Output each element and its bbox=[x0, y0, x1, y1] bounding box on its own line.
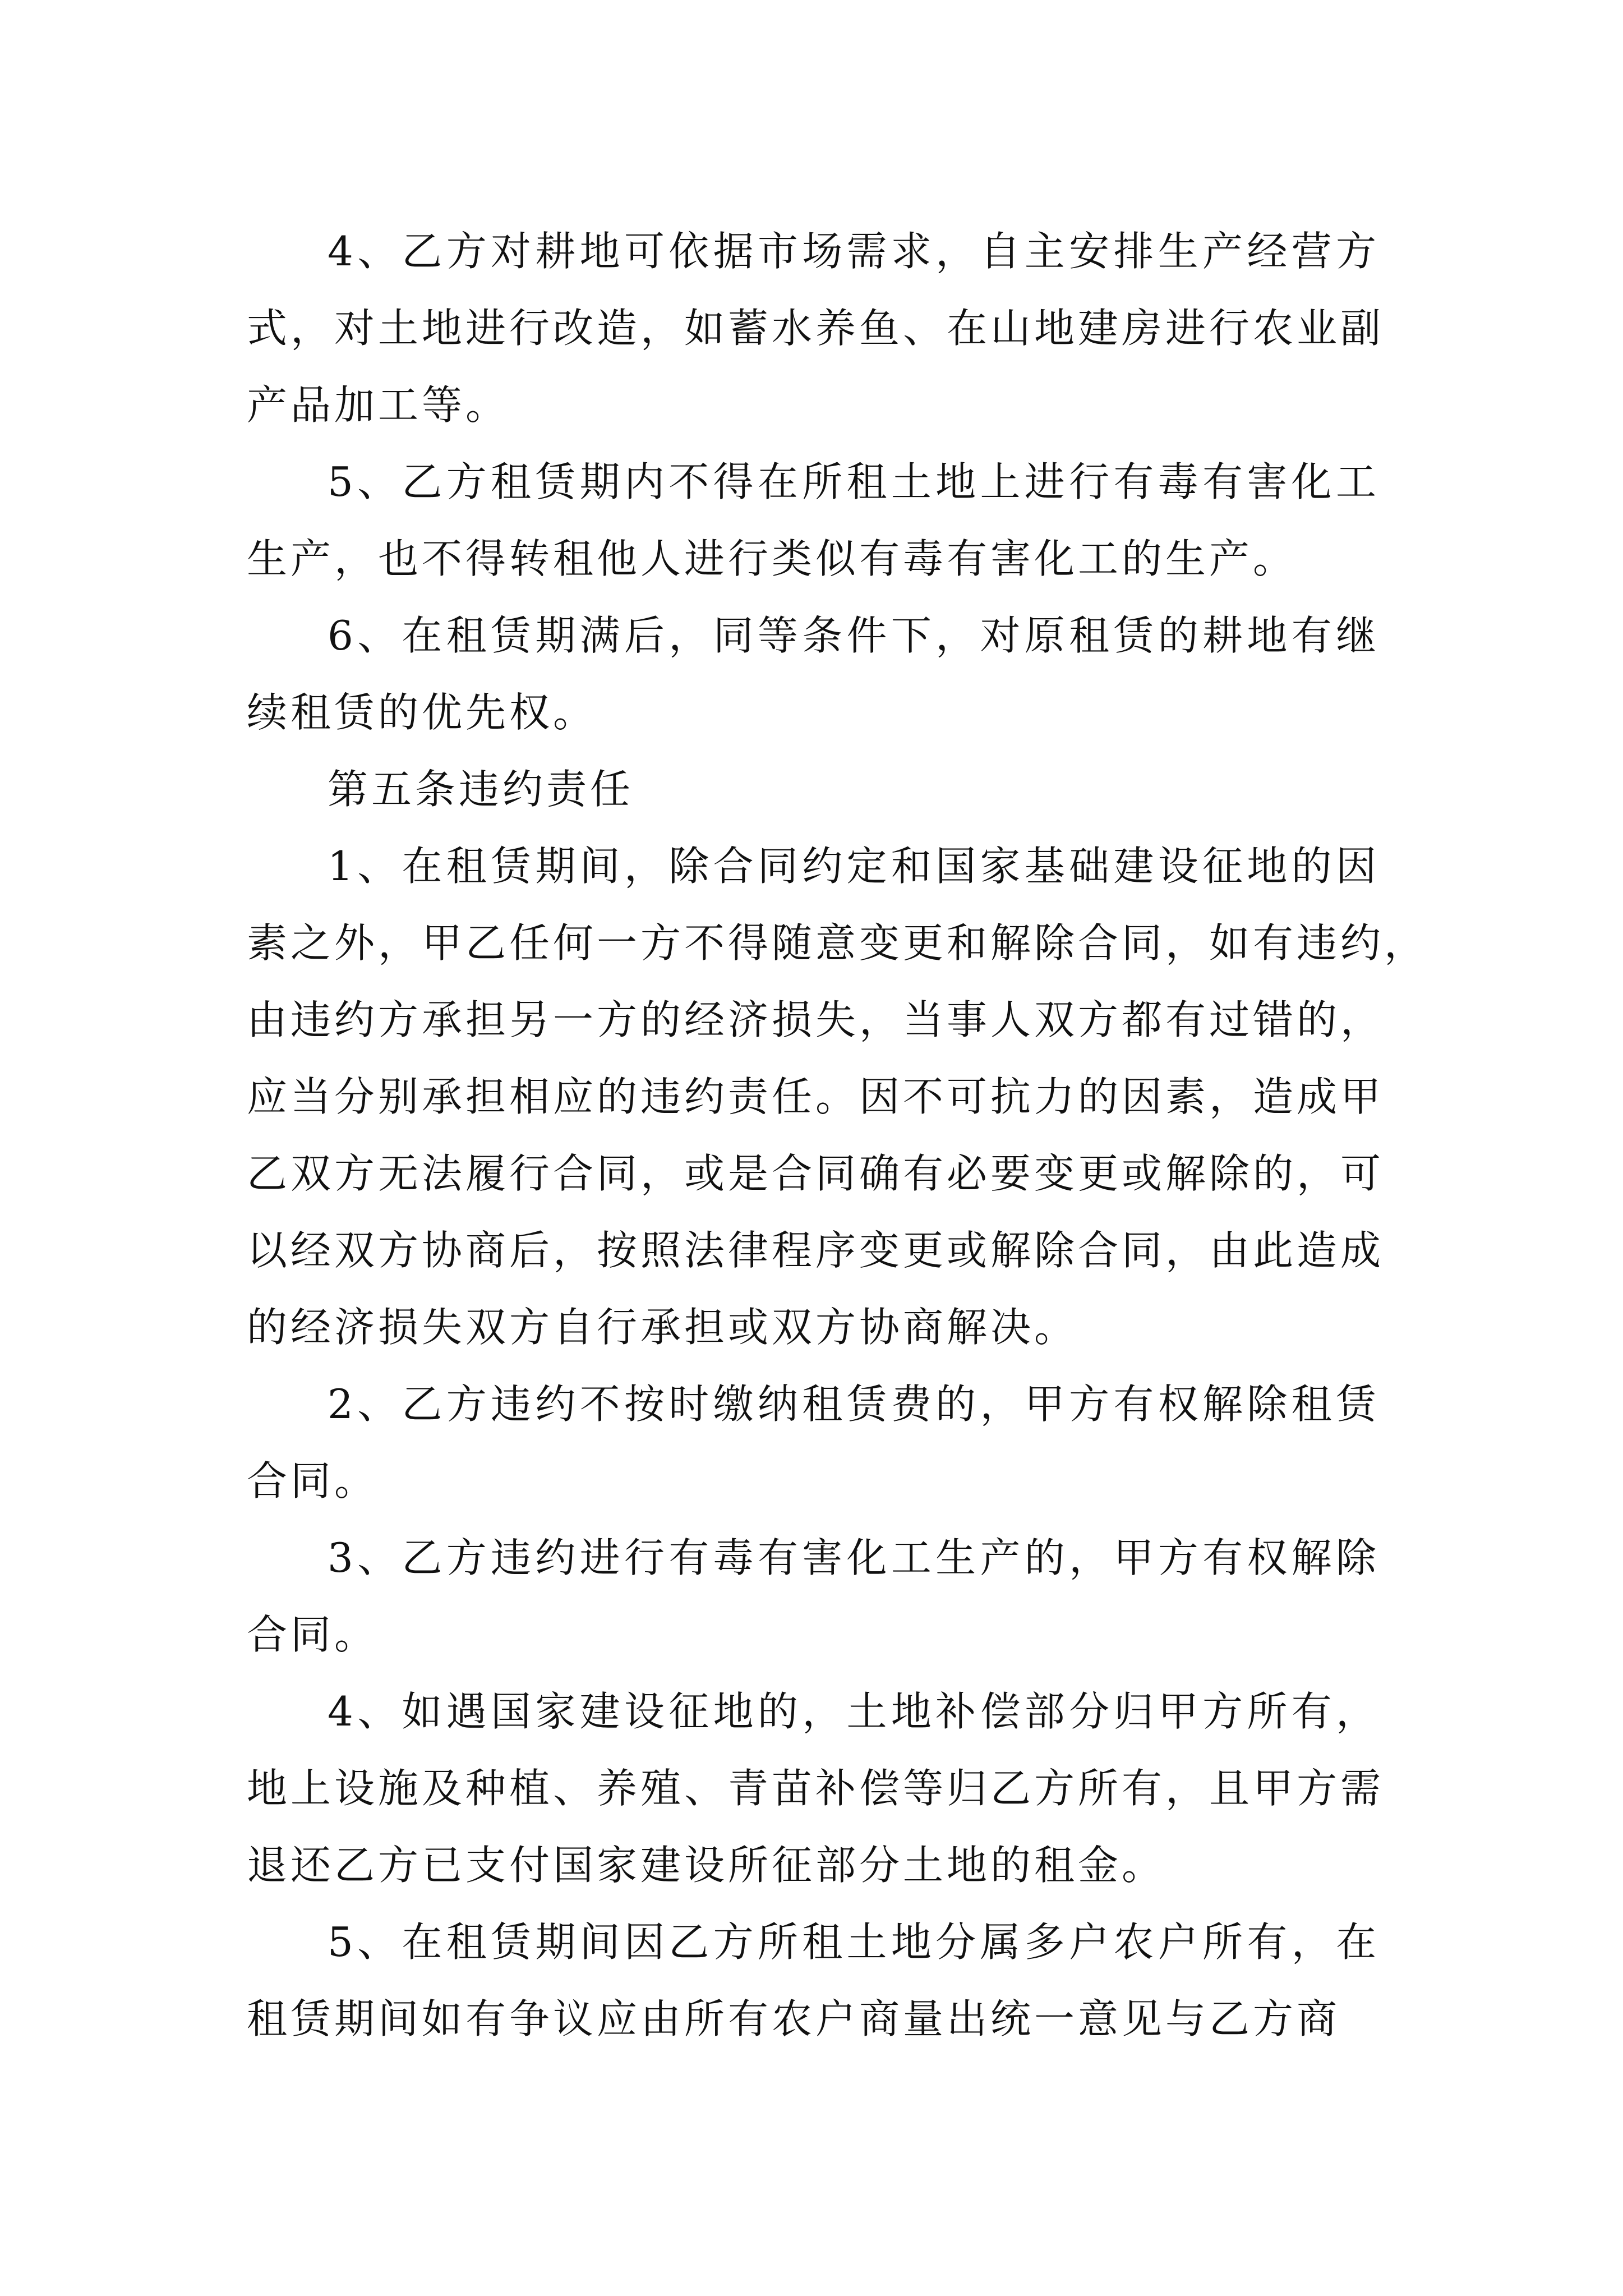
text-line: 2、乙方违约不按时缴纳租赁费的，甲方有权解除租赁 bbox=[328, 1381, 1380, 1428]
paragraph-clause-5-3 bbox=[247, 1520, 1380, 1673]
text-line: 6、在租赁期满后，同等条件下，对原租赁的耕地有继 bbox=[328, 612, 1380, 659]
paragraph-article-5-heading bbox=[247, 751, 1380, 828]
text-line: 由违约方承担另一方的经济损失，当事人双方都有过错的， bbox=[247, 996, 1385, 1043]
paragraph-clause-4-6 bbox=[247, 597, 1380, 751]
text-line: 1、在租赁期间，除合同约定和国家基础建设征地的因 bbox=[328, 843, 1380, 890]
paragraph-clause-5-1 bbox=[247, 828, 1428, 1366]
text-line: 第五条违约责任 bbox=[328, 766, 634, 813]
paragraph-clause-5-5 bbox=[247, 1904, 1380, 2058]
text-line: 续租赁的优先权。 bbox=[247, 689, 597, 736]
text-line: 租赁期间如有争议应由所有农户商量出统一意见与乙方商 bbox=[247, 1995, 1341, 2042]
text-line: 5、在租赁期间因乙方所租土地分属多户农户所有，在 bbox=[328, 1918, 1380, 1966]
paragraph-clause-5-2 bbox=[247, 1366, 1380, 1520]
paragraph-clause-4-4 bbox=[247, 213, 1385, 444]
text-line: 合同。 bbox=[247, 1611, 379, 1658]
text-line: 合同。 bbox=[247, 1457, 379, 1504]
text-line: 产品加工等。 bbox=[247, 381, 510, 429]
text-line: 5、乙方租赁期内不得在所租土地上进行有毒有害化工 bbox=[328, 458, 1380, 505]
text-line: 地上设施及种植、养殖、青苗补偿等归乙方所有，且甲方需 bbox=[247, 1765, 1385, 1812]
text-line: 素之外，甲乙任何一方不得随意变更和解除合同，如有违约， bbox=[247, 919, 1428, 967]
text-line: 式，对土地进行改造，如蓄水养鱼、在山地建房进行农业副 bbox=[247, 305, 1385, 352]
text-line: 4、乙方对耕地可依据市场需求，自主安排生产经营方 bbox=[328, 228, 1380, 275]
text-line: 4、如遇国家建设征地的，土地补偿部分归甲方所有， bbox=[328, 1688, 1380, 1735]
text-line: 退还乙方已支付国家建设所征部分土地的租金。 bbox=[247, 1842, 1166, 1889]
text-line: 的经济损失双方自行承担或双方协商解决。 bbox=[247, 1304, 1078, 1351]
text-line: 应当分别承担相应的违约责任。因不可抗力的因素，造成甲 bbox=[247, 1073, 1385, 1120]
text-line: 以经双方协商后，按照法律程序变更或解除合同，由此造成 bbox=[247, 1227, 1385, 1274]
text-line: 生产，也不得转租他人进行类似有毒有害化工的生产。 bbox=[247, 535, 1297, 582]
text-line: 乙双方无法履行合同，或是合同确有必要变更或解除的，可 bbox=[247, 1150, 1385, 1197]
paragraph-clause-4-5 bbox=[247, 444, 1380, 597]
text-line: 3、乙方违约进行有毒有害化工生产的，甲方有权解除 bbox=[328, 1534, 1380, 1581]
paragraph-clause-5-4 bbox=[247, 1673, 1385, 1904]
document-body bbox=[247, 213, 1428, 2058]
